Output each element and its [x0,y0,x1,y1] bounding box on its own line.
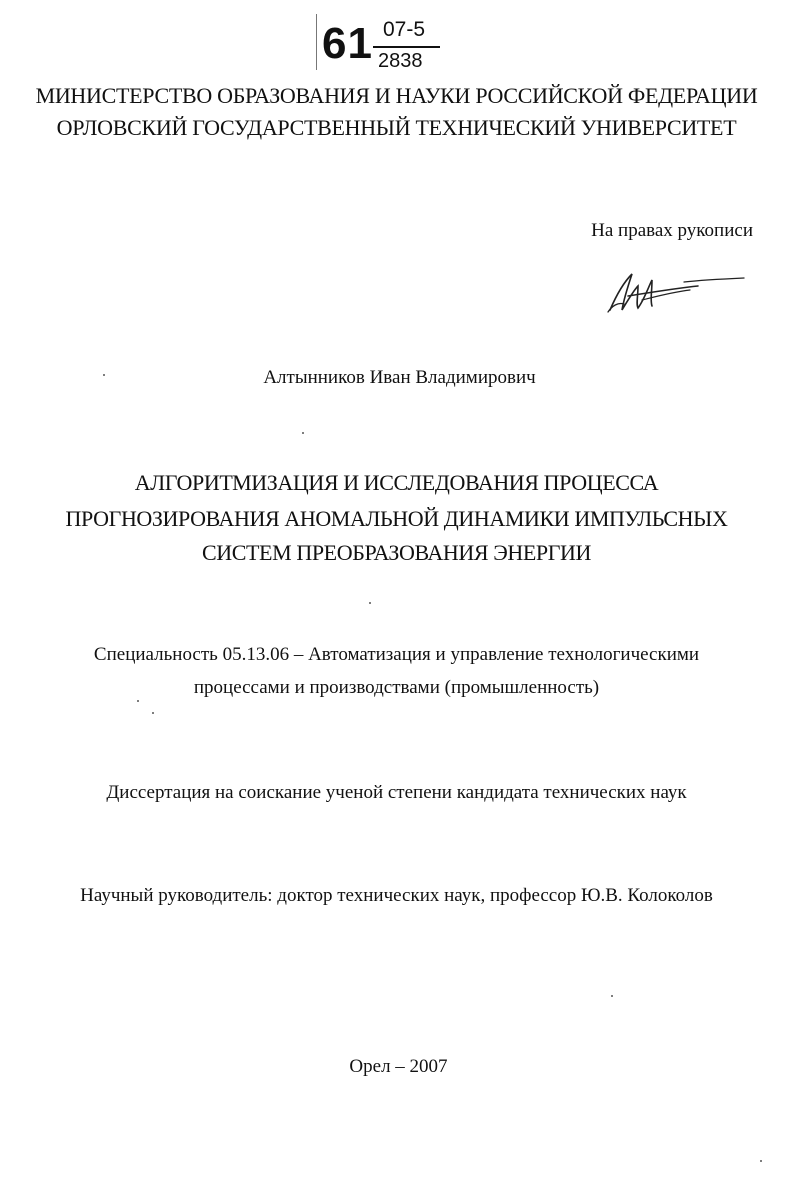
title-line-2: ПРОГНОЗИРОВАНИЯ АНОМАЛЬНОЙ ДИНАМИКИ ИМПУЛЬСНЫХ [65,506,728,531]
stamp-denominator: 2838 [378,50,423,72]
scan-speck [302,432,304,434]
stamp-numerator: 07-5 [383,18,426,41]
scan-speck [760,1160,762,1162]
specialty-line-1: Специальность 05.13.06 – Автоматизация и управление технологическими [93,644,700,665]
scan-speck [611,995,613,997]
scan-speck [369,602,371,604]
scan-speck [152,712,154,714]
supervisor-line: Научный руководитель: доктор технических наук, профессор Ю.В. Колоколов [80,885,713,906]
stamp-vertical-bar [316,14,317,70]
university-heading: ОРЛОВСКИЙ ГОСУДАРСТВЕННЫЙ ТЕХНИЧЕСКИЙ УНИВЕРСИТЕТ [56,115,737,140]
title-line-3: СИСТЕМ ПРЕОБРАЗОВАНИЯ ЭНЕРГИИ [201,540,592,565]
stamp-number: 61 [322,19,373,68]
stamp-fraction-rule [373,46,440,48]
scan-speck [103,374,105,376]
manuscript-rights-label: На правах рукописи [591,220,753,241]
specialty-line-2: процессами и производствами (промышленность) [193,677,600,698]
signature-icon [598,266,748,316]
author-name: Алтынников Иван Владимирович [263,367,536,388]
degree-statement: Диссертация на соискание ученой степени кандидата технических наук [106,782,687,803]
place-year: Орел – 2007 [349,1056,448,1077]
scan-speck [137,700,139,702]
ministry-heading: МИНИСТЕРСТВО ОБРАЗОВАНИЯ И НАУКИ РОССИЙСКОЙ ФЕДЕРАЦИИ [35,83,758,108]
title-line-1: АЛГОРИТМИЗАЦИЯ И ИССЛЕДОВАНИЯ ПРОЦЕССА [134,470,659,495]
